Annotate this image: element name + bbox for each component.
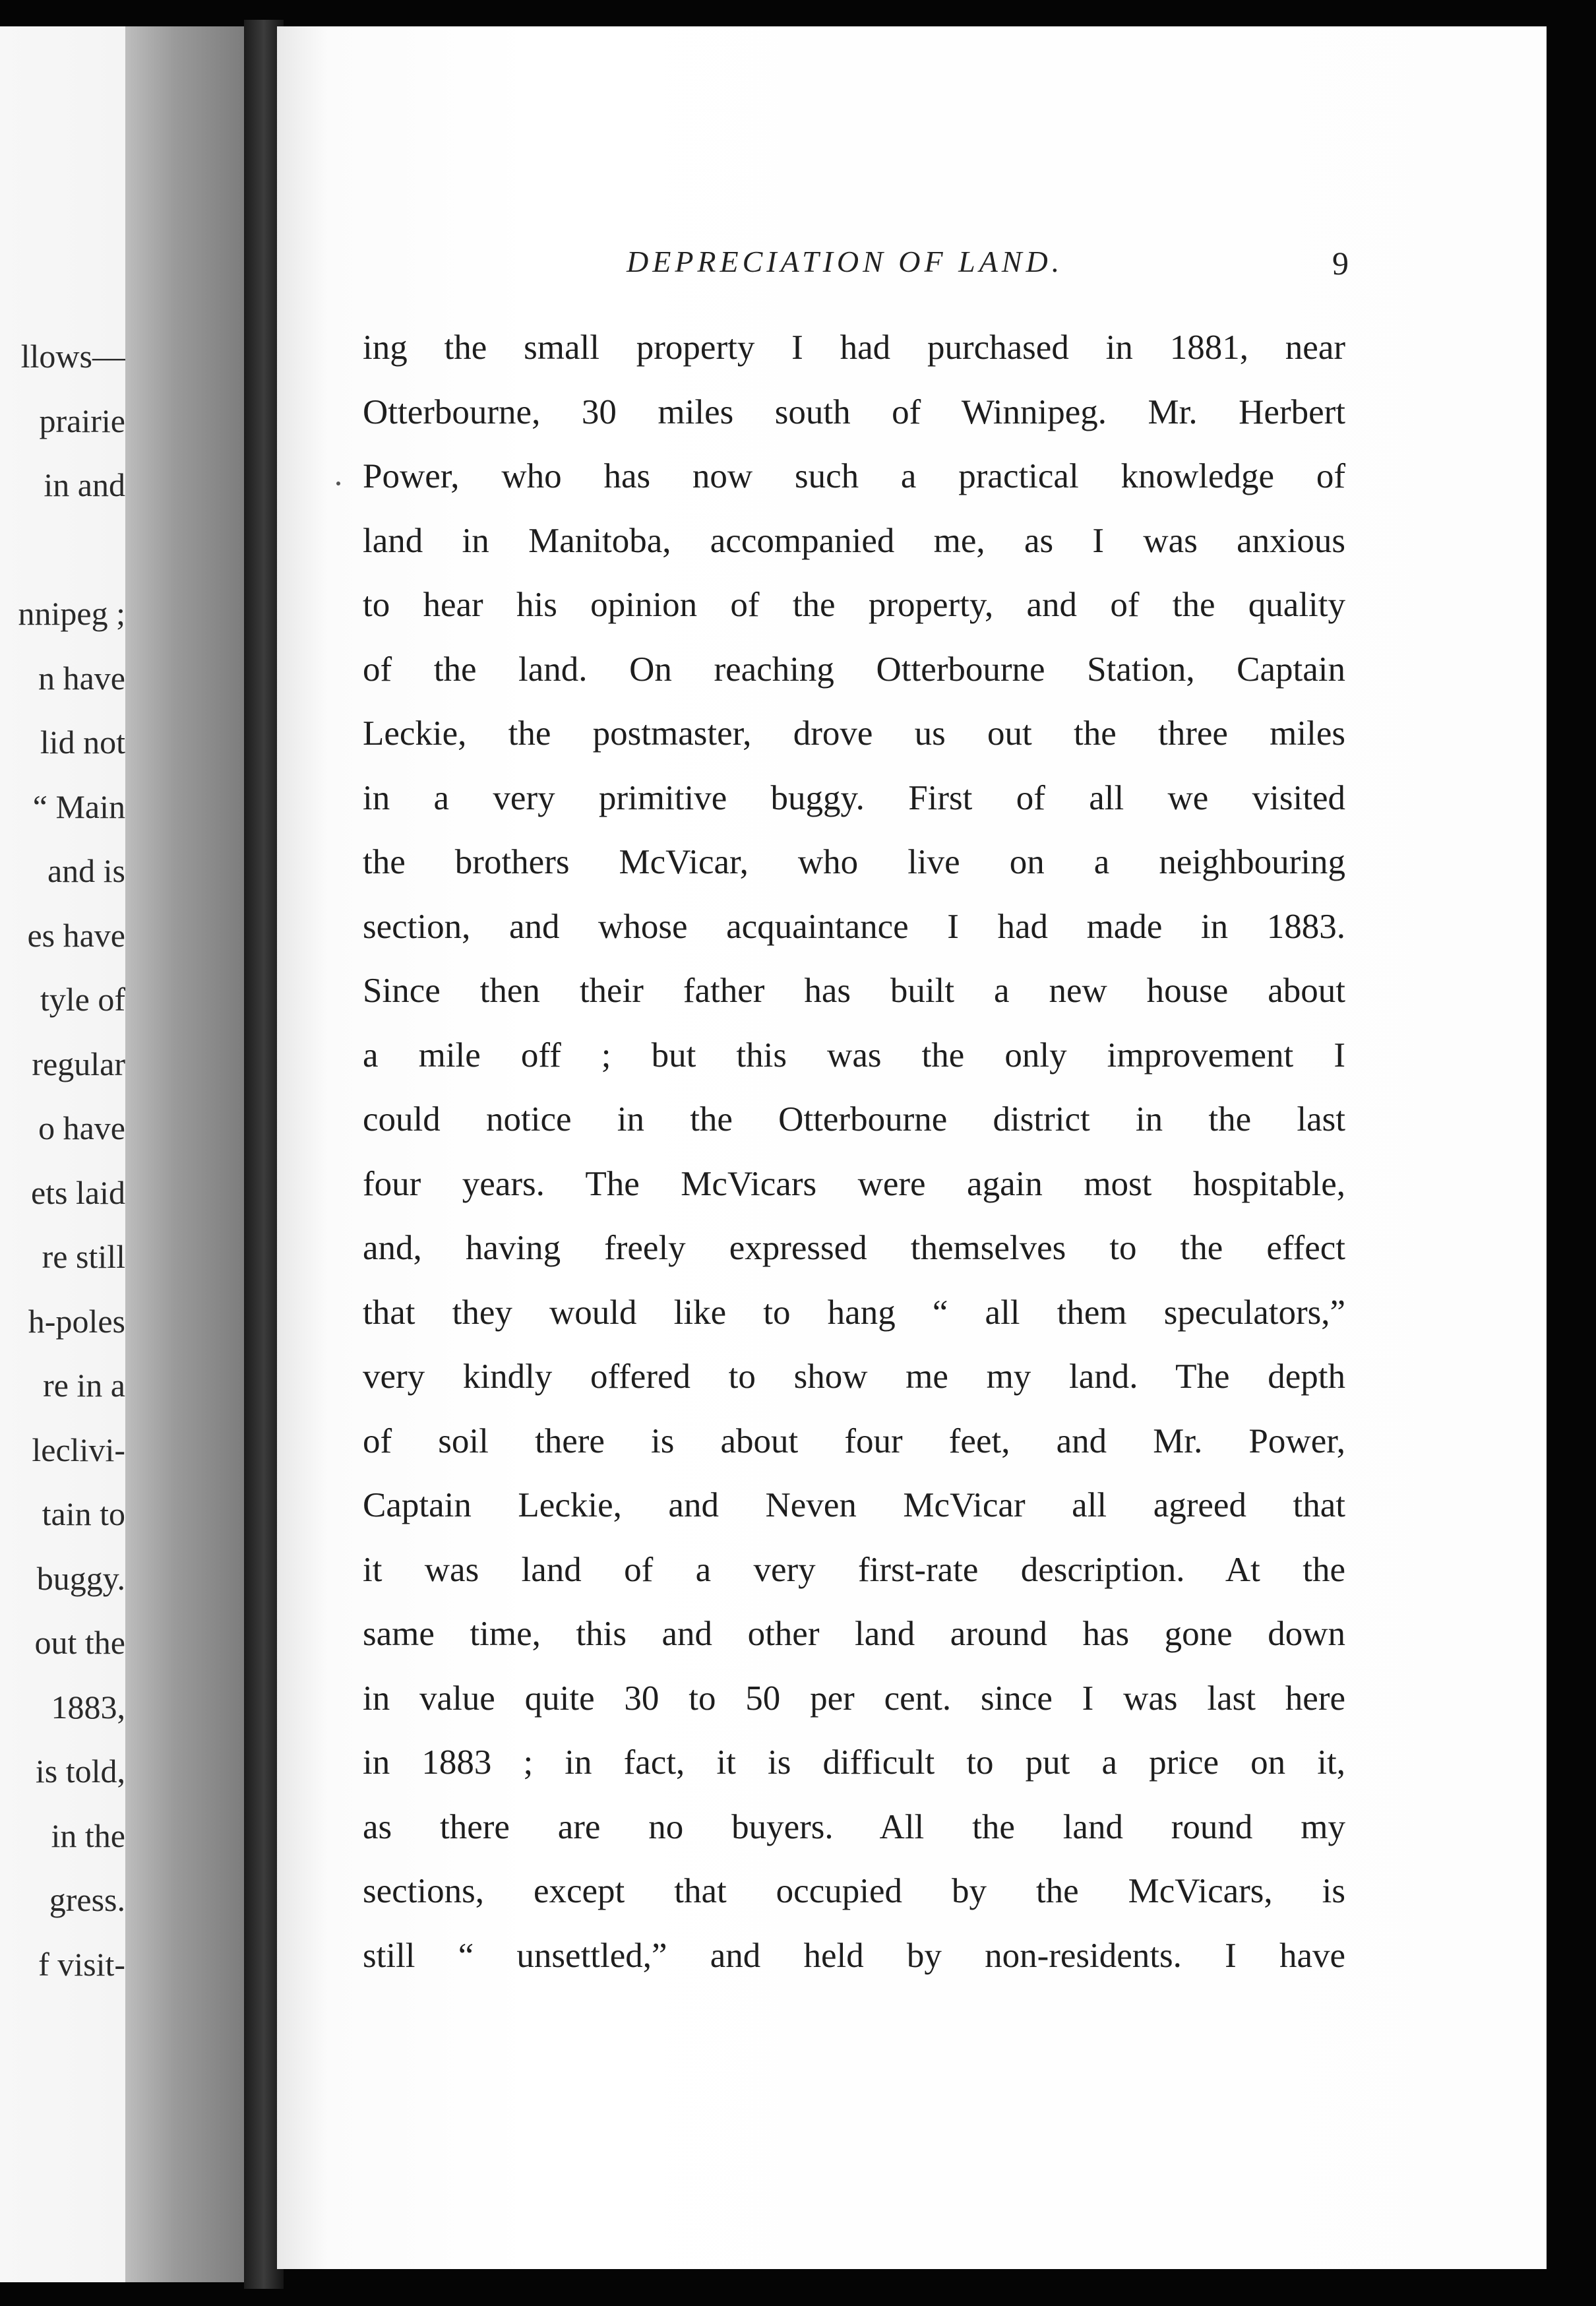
left-page-line: gress. [49,1881,125,1918]
text-line: in value quite 30 to 50 per cent. since I was last here [363,1679,1345,1718]
left-page-line: nnipeg ; [18,595,125,632]
left-page-line: re in a [43,1367,125,1404]
text-line: the brothers McVicar, who live on a neighbouring [363,843,1345,881]
left-page-line: llows— [20,338,125,375]
text-line: that they would like to hang “ all them speculators,” [363,1293,1345,1332]
left-page-line: lid not [40,724,125,761]
text-line: still “ unsettled,” and held by non-residents. I have [363,1936,1345,1975]
text-line: in 1883 ; in fact, it is difficult to put a price on it, [363,1743,1345,1782]
left-page-line: prairie [39,402,125,439]
text-line: to hear his opinion of the property, and of the quality [363,586,1345,624]
page-number: 9 [1332,245,1349,282]
text-line: as there are no buyers. All the land round my [363,1807,1345,1846]
text-line: ing the small property I had purchased in 1881, near [363,328,1345,367]
left-page-line: “ Main [32,788,125,825]
left-page-text [18,336,125,2009]
left-page-line: in and [44,466,125,503]
left-page-line: regular [32,1045,125,1082]
text-line: land in Manitoba, accompanied me, as I was anxious [363,521,1345,560]
text-line: could notice in the Otterbourne district in the last [363,1100,1345,1138]
text-line: same time, this and other land around has gone down [363,1615,1345,1653]
left-page-line: buggy. [36,1559,125,1597]
left-page-line: is told, [35,1753,125,1790]
left-page-line: out the [34,1624,125,1661]
left-page-line: in the [51,1817,125,1854]
left-page-line: n have [38,659,125,697]
text-line: and, having freely expressed themselves to the effect [363,1229,1345,1267]
right-page [277,26,1547,2269]
left-page-edge [125,26,251,2282]
text-line: it was land of a very first-rate description. At the [363,1550,1345,1589]
running-head: DEPRECIATION OF LAND. [627,245,1064,278]
body-text [363,327,1345,1999]
text-line: Leckie, the postmaster, drove us out the three miles [363,714,1345,753]
left-page-line: tyle of [40,981,125,1018]
ink-speck [336,482,340,485]
left-page [0,26,251,2282]
text-line: Captain Leckie, and Neven McVicar all agreed that [363,1486,1345,1524]
left-page-line: re still [42,1238,125,1275]
left-page-line: o have [38,1109,125,1146]
left-page-line: tain to [42,1495,125,1532]
text-line: section, and whose acquaintance I had made in 1883. [363,907,1345,946]
text-line: Since then their father has built a new house about [363,972,1345,1010]
left-page-line: h-poles [28,1302,125,1340]
text-line: sections, except that occupied by the McVicars, is [363,1872,1345,1910]
text-line: Otterbourne, 30 miles south of Winnipeg. Mr. Herbert [363,392,1345,431]
left-page-line: ets laid [30,1173,125,1211]
left-page-line: and is [47,852,125,889]
left-page-line [18,530,125,594]
text-line: of soil there is about four feet, and Mr. Power, [363,1421,1345,1460]
left-page-line: leclivi- [32,1431,125,1468]
text-line: very kindly offered to show me my land. The depth [363,1357,1345,1396]
text-line: in a very primitive buggy. First of all we visited [363,778,1345,817]
left-page-line: es have [27,916,125,954]
text-line: four years. The McVicars were again most hospitable, [363,1164,1345,1203]
left-page-line: 1883, [51,1688,125,1726]
text-line: Power, who has now such a practical knowledge of [363,457,1345,495]
text-line: of the land. On reaching Otterbourne Station, Captain [363,650,1345,689]
left-page-line: f visit- [38,1945,125,1983]
text-line: a mile off ; but this was the only improvement I [363,1036,1345,1075]
